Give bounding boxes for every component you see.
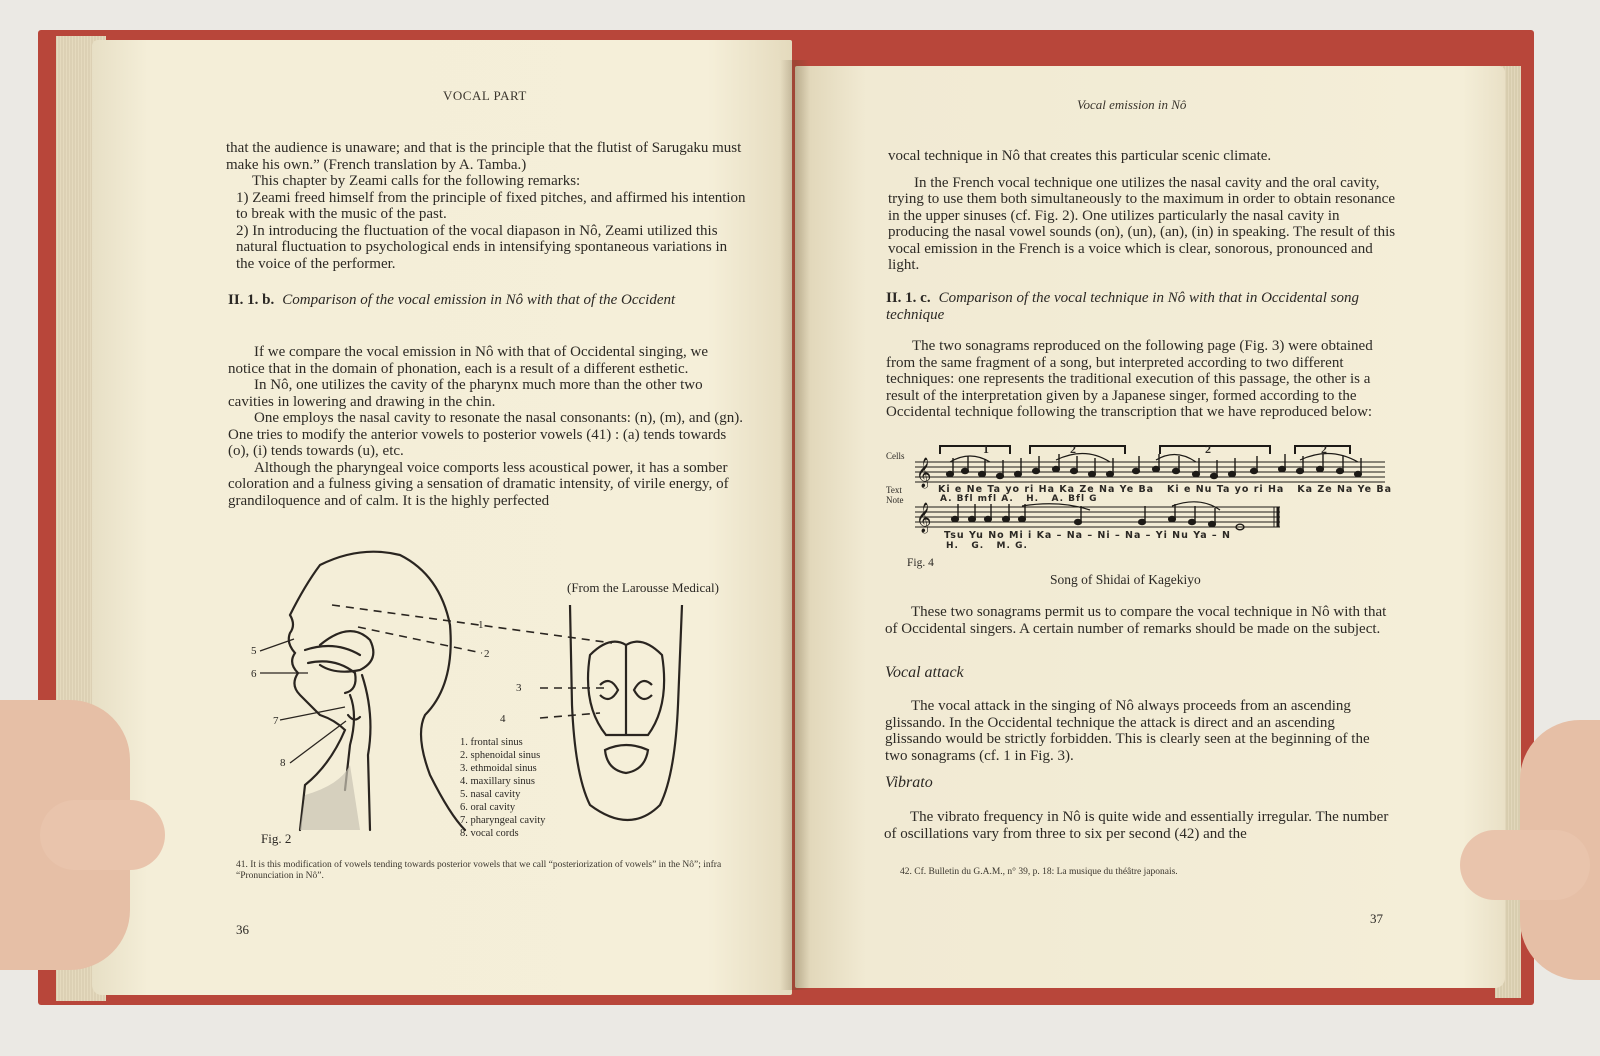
vibrato-paragraph (884, 809, 1394, 842)
head-profile-outline (289, 552, 465, 830)
figure-source: (From the Larousse Medical) (567, 580, 719, 595)
figure-number-6: 6 (251, 668, 257, 680)
page-number-left: 36 (236, 922, 249, 937)
vocal-attack-paragraph (885, 698, 1395, 764)
remarks-lead: This chapter by Zeami calls for the following remarks: (252, 173, 581, 189)
maxillary-sinus-left (600, 681, 618, 699)
teeth-outline (605, 745, 648, 773)
neck-shading (300, 765, 360, 830)
figure-label-4: Fig. 4 (907, 557, 934, 569)
music-caption: Song of Shidai of Kagekiyo (1050, 572, 1201, 587)
row-label-text: Text (886, 485, 902, 495)
footnote-42: 42. Cf. Bulletin du G.A.M., n° 39, p. 18: La musique du théâtre japonais. (900, 867, 1178, 877)
row-label-cells: Cells (886, 451, 905, 461)
cell-bracket (1030, 446, 1125, 454)
row-label-note: Note (886, 495, 904, 505)
running-head-left: VOCAL PART (443, 88, 527, 103)
figure-number-1: 1 (478, 619, 484, 631)
footnote-41: 41. It is this modification of vowels tending towards posterior vowels that we call “posteriorization of vowels” in the Nô”; infra “Pronunciation in Nô”. (236, 860, 722, 881)
figure-number-3: 3 (516, 682, 522, 694)
lyrics-line-2: Tsu Yu No Mi i Ka – Na – Ni – Na – Yi Nu Ya – N (944, 530, 1231, 541)
vibrato-heading: Vibrato (885, 774, 933, 791)
right-thumb (1460, 830, 1590, 900)
running-head-right: Vocal emission in Nô (1077, 97, 1187, 112)
cell-number: 2 (1205, 442, 1211, 456)
nasal-cavity-outline (320, 631, 373, 672)
french-technique-paragraph: In the French vocal technique one utilizes the nasal cavity and the oral cavity, trying to use them both simultaneously to the maximum in order to obtain resonance in the upper sinuses (cf. Fig. 2). One utilizes particularly the nasal cavity in producing the nasal vowel sounds (on), (un), (an), (in) in speaking. The result of this vocal emission in the French is a voice which is clear, sonorous, pronounced and light. (888, 174, 1396, 273)
body-paragraph: If we compare the vocal emission in Nô with that of Occidental singing, we notice that in the domain of phonation, each is a result of a different esthetic. (228, 344, 709, 377)
book-gutter (780, 60, 810, 990)
figure-label-2: Fig. 2 (261, 831, 292, 846)
vocal-attack-text: The vocal attack in the singing of Nô always proceeds from an ascending glissando. In the Occidental technique the attack is direct and an ascending glissando would be strictly forbidden. This is clearly seen at the beginning of the two sonagrams (cf. 1 in Fig. 3). (885, 698, 1370, 764)
treble-clef-icon: 𝄞 (916, 503, 932, 533)
legend-item: 2. sphenoidal sinus (460, 750, 541, 761)
right-page-opening (888, 148, 1398, 274)
figure-number-8: 8 (280, 757, 286, 769)
figure-legend (460, 736, 600, 840)
leader-line-4 (540, 713, 600, 718)
sonogram-paragraph (886, 338, 1398, 421)
cell-number: 1 (983, 442, 989, 456)
vocal-attack-heading: Vocal attack (885, 664, 964, 681)
lyrics-line-1: Ki e Ne Ta yo ri Ha Ka Ze Na Ye Ba Ki e Nu Ta yo ri Ha Ka Ze Na Ye Ba (938, 484, 1393, 495)
legend-item: 5. nasal cavity (460, 789, 521, 800)
legend-item: 3. ethmoidal sinus (460, 763, 537, 774)
intro-line: vocal technique in Nô that creates this particular scenic climate. (888, 148, 1272, 164)
cell-number: 2 (1070, 442, 1076, 456)
figure-number-2: 2 (484, 648, 490, 660)
note-heads-line-1 (947, 454, 1362, 479)
legend-item: 7. pharyngeal cavity (460, 815, 546, 826)
legend-item: 8. vocal cords (460, 828, 519, 839)
oral-cavity-outline (308, 661, 356, 693)
body-paragraph: In Nô, one utilizes the cavity of the pharynx much more than the other two cavities in lowering and drawing in the chin. (228, 377, 703, 410)
notes-line-2: H. G. M. G. (946, 541, 1028, 551)
legend-item: 1. frontal sinus (460, 737, 523, 748)
section-title: Comparison of the vocal technique in Nô with that in Occidental song technique (886, 290, 1359, 323)
intro-paragraph: that the audience is unaware; and that is the principle that the flutist of Sarugaku must make his own.” (French translation by A. Tamba.) (226, 140, 742, 173)
cell-bracket (940, 446, 1010, 454)
body-paragraph: One employs the nasal cavity to resonate the nasal consonants: (n), (m), and (gn). One tries to modify the anterior vowels to posterior vowels (41) : (a) tends towards (o), (i) tends towards (u), etc. (228, 410, 744, 459)
maxillary-sinus-right (634, 681, 652, 699)
cell-number: 2 (1321, 442, 1327, 456)
figure-number-5: 5 (251, 645, 257, 657)
legend-item: 4. maxillary sinus (460, 776, 535, 787)
vibrato-text: The vibrato frequency in Nô is quite wide and essentially irregular. The number of oscillations vary from three to six per second (42) and the (884, 809, 1389, 842)
pharynx-back-line (362, 675, 370, 830)
left-thumb (40, 800, 165, 870)
sonogram-text: The two sonagrams reproduced on the following page (Fig. 3) were obtained from the same fragment of a song, but interpreted according to two different techniques: one represents the traditional execution of this passage, the other is a result of the interpretation given by a Japanese singer, formed according to the Occidental technique following the transcription that we have reproduced below: (886, 338, 1373, 420)
remarks-paragraph (885, 604, 1395, 637)
section-heading-b (228, 292, 748, 309)
figure-number-7: 7 (273, 715, 279, 727)
figure-number-4: 4 (500, 713, 506, 725)
left-page-intro (226, 140, 748, 272)
remarks-text: These two sonagrams permit us to compare the vocal technique in Nô with that of Occidental singers. A certain number of remarks should be made on the subject. (885, 604, 1387, 637)
remark-item: 1) Zeami freed himself from the principle of fixed pitches, and affirmed his intention to break with the music of the past. (236, 189, 746, 222)
leader-line-2 (358, 627, 482, 653)
left-page-body (228, 344, 748, 509)
section-number: II. 1. b. (228, 292, 275, 308)
section-number: II. 1. c. (886, 290, 931, 306)
page-number-right: 37 (1370, 911, 1383, 926)
cell-bracket (1160, 446, 1270, 454)
section-title: Comparison of the vocal emission in Nô with that of the Occident (282, 292, 676, 308)
notes-line-1: A. Bfl mfl A. H. A. Bfl G (940, 494, 1098, 504)
remark-item: 2) In introducing the fluctuation of the vocal diapason in Nô, Zeami utilized this natural fluctuation to psychological ends in intensifying spontaneous variations in the voice of the performer. (236, 222, 728, 272)
treble-clef-icon: 𝄞 (916, 458, 932, 488)
section-heading-c (886, 290, 1400, 324)
palate-line (305, 646, 360, 655)
leader-line-8 (290, 721, 346, 763)
body-paragraph: Although the pharyngeal voice comports less acoustical power, it has a somber coloration and a fulness giving a sensation of dramatic intensity, of virile energy, of grandiloquence and of calm. It is the highly perfected (228, 459, 729, 509)
legend-item: 6. oral cavity (460, 802, 516, 813)
